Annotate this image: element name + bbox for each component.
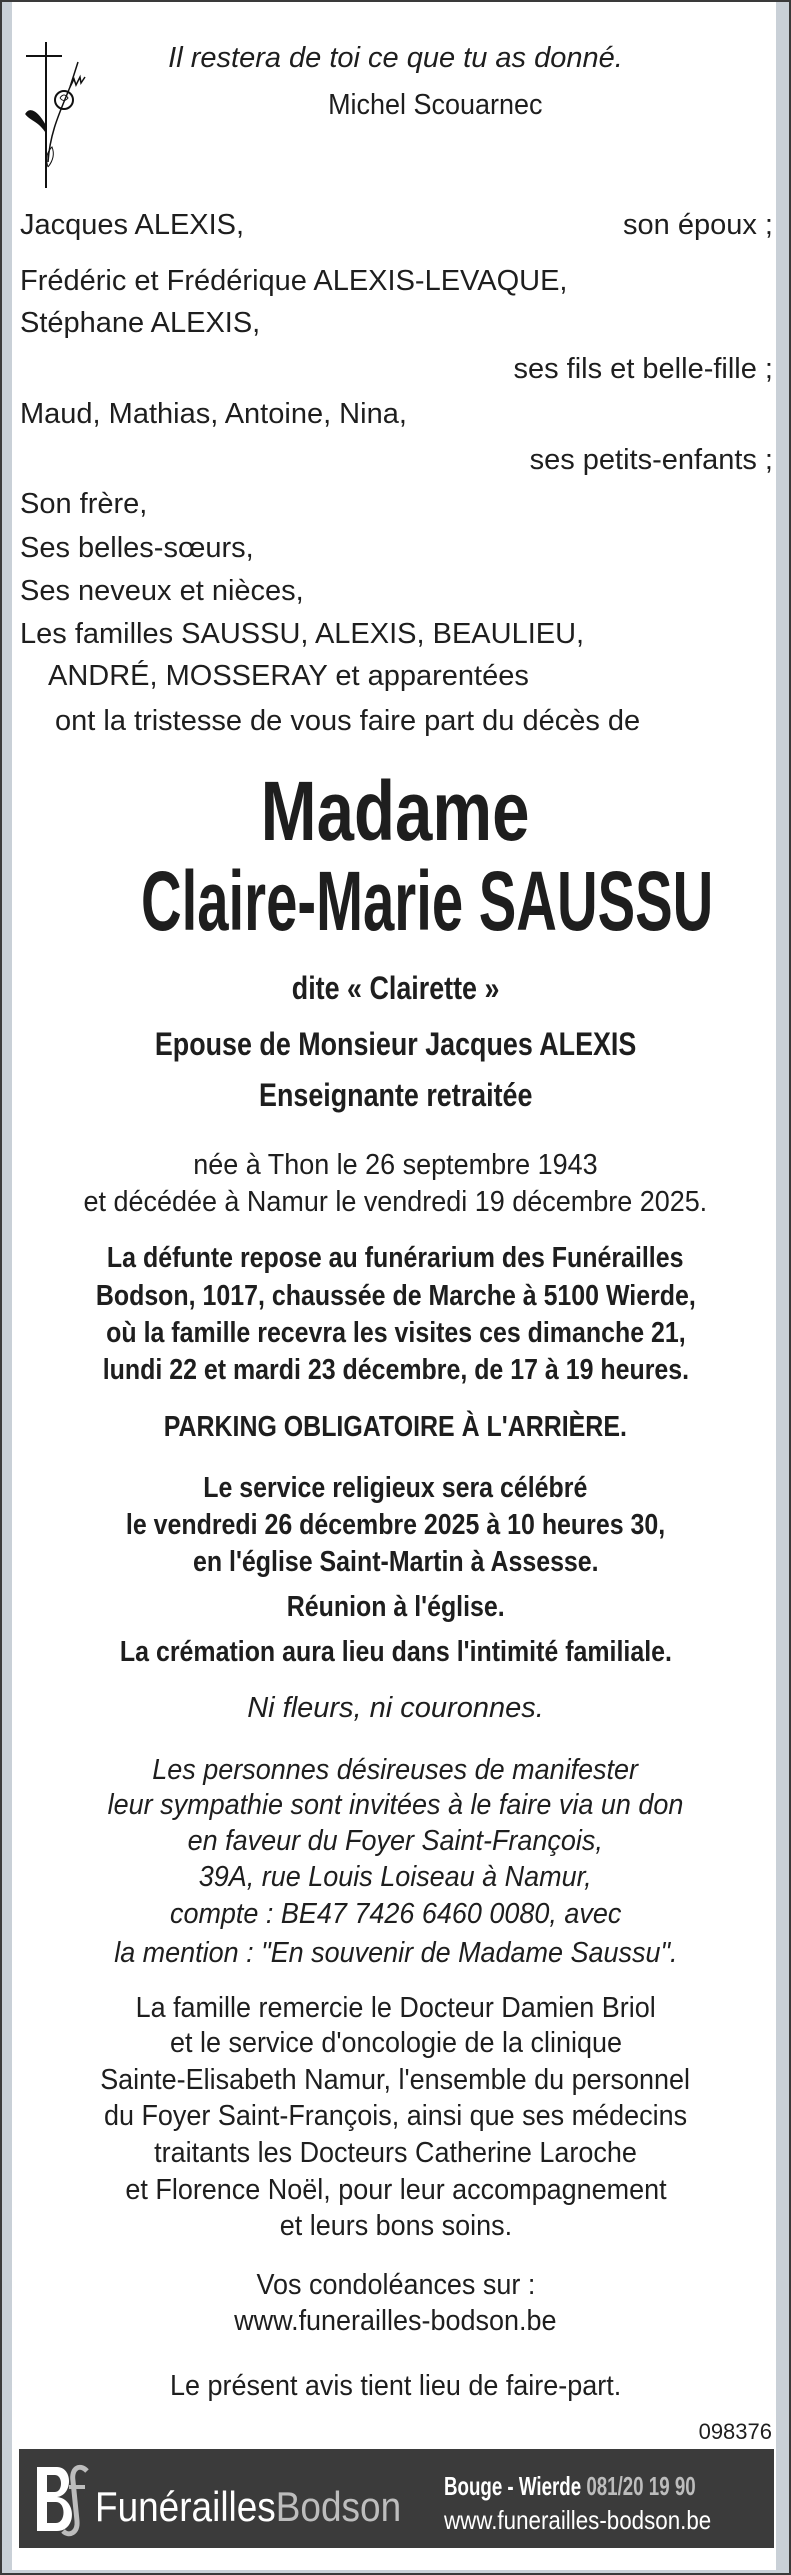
epigraph-author: Michel Scouarnec bbox=[328, 89, 543, 121]
no-flowers-notice: Ni fleurs, ni couronnes. bbox=[247, 1692, 544, 1724]
brand-name-second: Bodson bbox=[275, 2483, 402, 2530]
deceased-title: Madame bbox=[261, 764, 530, 858]
brand-name-first: Funérailles bbox=[95, 2483, 276, 2530]
thanks-line: et Florence Noël, pour leur accompagnement bbox=[124, 2174, 667, 2206]
thanks-line: La famille remercie le Docteur Damien Briol bbox=[135, 1992, 656, 2024]
reference-number: 098376 bbox=[698, 2419, 772, 2444]
epigraph-quote: Il restera de toi ce que tu as donné. bbox=[168, 42, 623, 74]
family-line: Les familles SAUSSU, ALEXIS, BEAULIEU, bbox=[20, 618, 585, 650]
deceased-spouse: Epouse de Monsieur Jacques ALEXIS bbox=[154, 1026, 637, 1062]
donation-line: compte : BE47 7426 6460 0080, avec bbox=[169, 1898, 622, 1930]
family-line: Son frère, bbox=[20, 488, 148, 520]
thanks-line: Sainte-Elisabeth Namur, l'ensemble du personnel bbox=[100, 2064, 691, 2096]
birth-date: née à Thon le 26 septembre 1943 bbox=[193, 1149, 598, 1181]
deceased-name: Claire-Marie SAUSSU bbox=[140, 854, 714, 948]
family-relation: ses fils et belle-fille ; bbox=[513, 353, 773, 385]
cremation-notice: La crémation aura lieu dans l'intimité familiale. bbox=[119, 1636, 672, 1668]
brand-logo-icon bbox=[33, 2461, 93, 2539]
thanks-line: du Foyer Saint-François, ainsi que ses médecins bbox=[103, 2100, 688, 2132]
announcement-line: ont la tristesse de vous faire part du décès de bbox=[55, 705, 641, 737]
family-line: Jacques ALEXIS, bbox=[20, 209, 245, 241]
thanks-line: et leurs bons soins. bbox=[279, 2210, 512, 2242]
website-link[interactable]: www.funerailles-bodson.be bbox=[444, 2505, 712, 2535]
donation-line: Les personnes désireuses de manifester bbox=[152, 1754, 639, 1786]
death-date: et décédée à Namur le vendredi 19 décembre 2025. bbox=[83, 1186, 708, 1218]
visitation-line: lundi 22 et mardi 23 décembre, de 17 à 19 heures. bbox=[102, 1354, 689, 1386]
notice-statement: Le présent avis tient lieu de faire-part. bbox=[169, 2370, 622, 2402]
family-relation: son époux ; bbox=[623, 209, 773, 241]
thanks-line: traitants les Docteurs Catherine Laroche bbox=[154, 2137, 637, 2169]
donation-line: 39A, rue Louis Loiseau à Namur, bbox=[199, 1861, 592, 1893]
family-line: Maud, Mathias, Antoine, Nina, bbox=[20, 398, 407, 430]
donation-line: en faveur du Foyer Saint-François, bbox=[187, 1825, 604, 1857]
service-line: en l'église Saint-Martin à Assesse. bbox=[192, 1546, 599, 1578]
funeral-home-banner bbox=[19, 2449, 774, 2548]
thanks-line: et le service d'oncologie de la clinique bbox=[169, 2027, 622, 2059]
family-relation: ses petits-enfants ; bbox=[529, 444, 773, 476]
family-line: Ses neveux et nièces, bbox=[20, 575, 304, 607]
condolences-link[interactable]: www.funerailles-bodson.be bbox=[234, 2305, 557, 2337]
family-line: Frédéric et Frédérique ALEXIS-LEVAQUE, bbox=[20, 265, 568, 297]
visitation-line: où la famille recevra les visites ces dimanche 21, bbox=[105, 1317, 686, 1349]
family-line: Ses belles-sœurs, bbox=[20, 532, 254, 564]
deceased-nickname: dite « Clairette » bbox=[291, 970, 500, 1006]
deceased-occupation: Enseignante retraitée bbox=[258, 1077, 533, 1113]
service-line: Le service religieux sera célébré bbox=[203, 1472, 588, 1504]
meeting-notice: Réunion à l'église. bbox=[286, 1591, 505, 1623]
parking-notice: PARKING OBLIGATOIRE À L'ARRIÈRE. bbox=[163, 1411, 628, 1443]
contact-info bbox=[444, 2469, 791, 2537]
location: Bouge - Wierde bbox=[444, 2471, 582, 2501]
service-line: le vendredi 26 décembre 2025 à 10 heures 30, bbox=[125, 1509, 666, 1541]
donation-line: leur sympathie sont invitées à le faire via un don bbox=[107, 1789, 684, 1821]
visitation-line: La défunte repose au funérarium des Funérailles bbox=[107, 1242, 684, 1274]
donation-line: la mention : "En souvenir de Madame Saussu". bbox=[113, 1937, 678, 1969]
condolences-label: Vos condoléances sur : bbox=[256, 2269, 535, 2301]
family-line: Stéphane ALEXIS, bbox=[20, 307, 261, 339]
brand-name bbox=[95, 2479, 401, 2535]
phone-number[interactable]: 081/20 19 90 bbox=[586, 2471, 696, 2501]
family-line: ANDRÉ, MOSSERAY et apparentées bbox=[48, 660, 529, 692]
visitation-line: Bodson, 1017, chaussée de Marche à 5100 Wierde, bbox=[95, 1280, 696, 1312]
